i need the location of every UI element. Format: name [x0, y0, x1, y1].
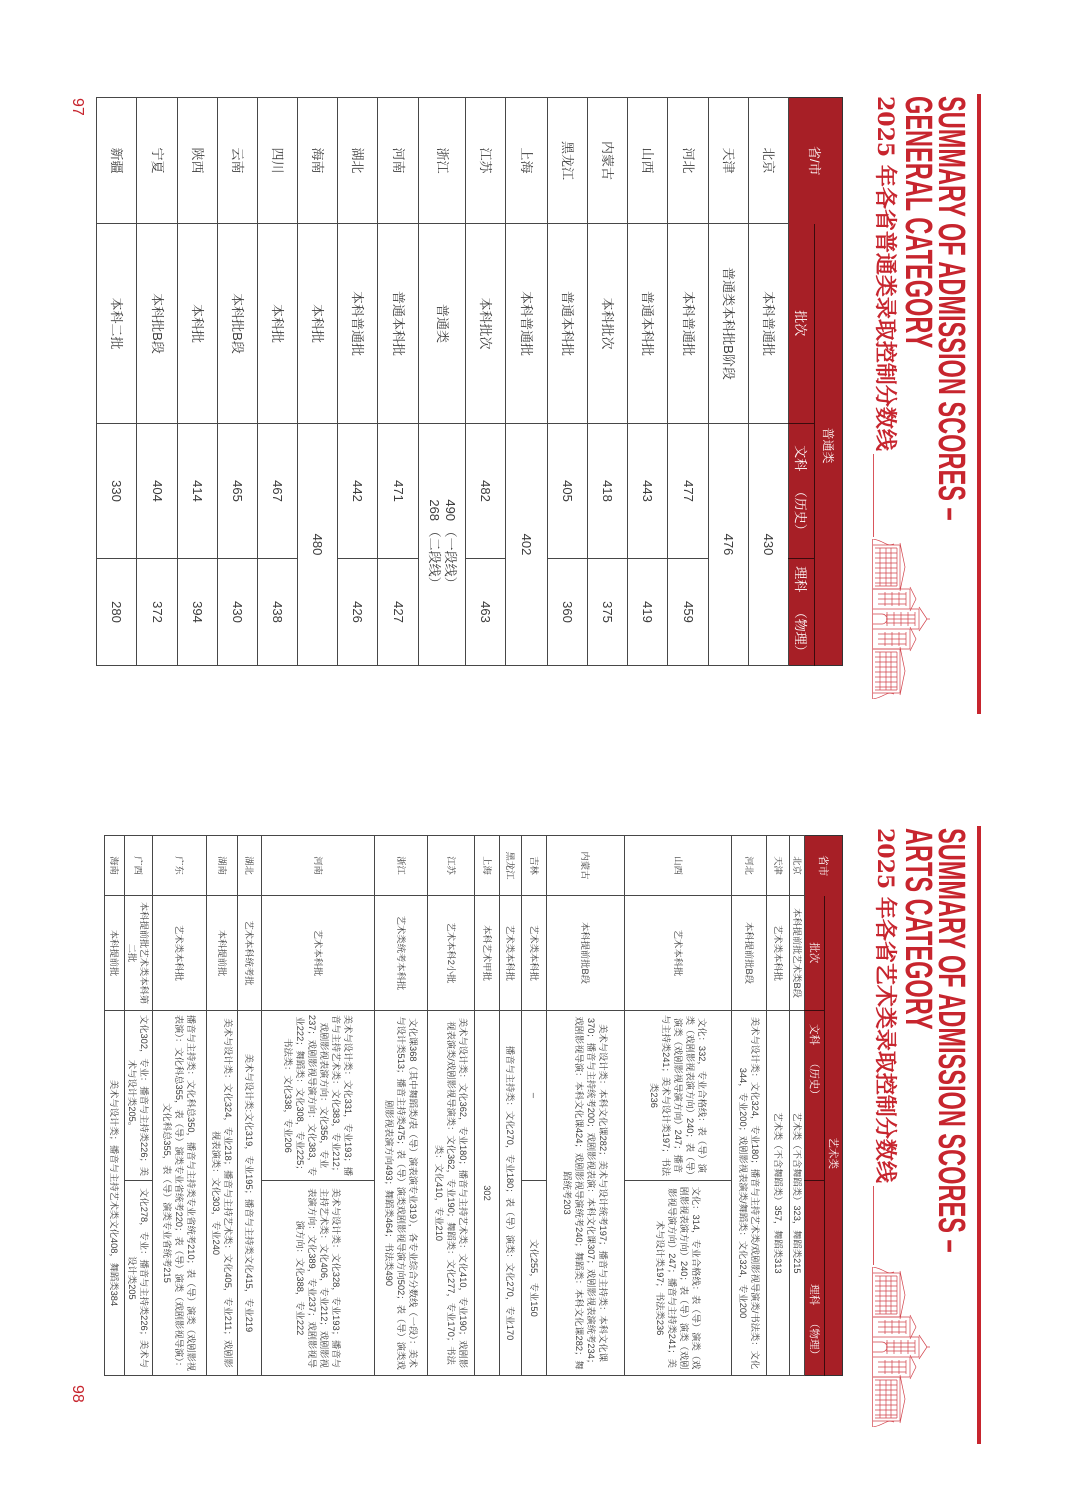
header-liberal: 文科 （历史）	[805, 1011, 825, 1181]
province-cell: 浙江	[419, 98, 466, 224]
batch-cell: 本科批B段	[137, 224, 178, 424]
combined-score-cell: 播音与主持类：文化科总350，播音与主持类专业省统考210；表（导）演类（戏剧影视表演）：文化科总355，表（导）演类专业省统考220；表（导）演类（戏剧影视导演）：文化科总355，表（导）演类专业省统考215	[153, 1011, 207, 1376]
province-cell: 河南	[262, 836, 375, 896]
batch-cell: 艺术本科批	[262, 896, 375, 1011]
batch-cell: 艺术本科统考批	[238, 896, 262, 1011]
table-row	[153, 836, 207, 1376]
header-blank	[825, 896, 843, 1011]
combined-score-cell: 艺术类（不含舞蹈类）357，舞蹈类313	[767, 1011, 790, 1376]
province-cell: 内蒙古	[547, 836, 625, 896]
title-cn-row	[872, 96, 898, 537]
batch-cell: 艺术类本科批	[522, 896, 547, 1011]
batch-cell: 本科普通批	[338, 224, 378, 424]
batch-cell: 本科批	[258, 224, 298, 424]
liberal-score-cell: 414	[178, 424, 218, 559]
title-en-line2: GENERAL CATEGORY	[897, 96, 939, 349]
combined-score-cell: 美术与设计类：文化362，专业180；播音与主持艺术类：文化410，专业190；戏剧影视表演类/戏剧影视导演类：文化362，专业190；舞蹈类：文化277，专业170；书法类：文化410，专业210	[428, 1011, 475, 1376]
province-cell: 云南	[218, 98, 258, 224]
batch-cell: 本科提前批艺术类B段	[790, 896, 805, 1011]
batch-cell: 普通本科批	[628, 224, 668, 424]
batch-cell: 本科批B段	[218, 224, 258, 424]
liberal-score-cell: 443	[628, 424, 668, 559]
combined-score-cell: 美术与设计类：本科文化课282；美术与设计统考197；播音与主持类：本科文化课370；播音与主持统考200；戏剧影视表演：本科文化课307；戏剧影视表演统考234；戏剧影视导演：本科文化课424；戏剧影视导演统考240；舞蹈类：本科文化课282；舞蹈统考203	[547, 1011, 625, 1376]
table-row	[298, 98, 338, 666]
science-score-cell: 438	[258, 559, 298, 666]
combined-score-cell: 播音与主持类：文化270，专业180；表（导）演类：文化270，专业170	[500, 1011, 522, 1376]
building-illustration-icon	[872, 539, 930, 699]
batch-cell: 艺术类本科批	[767, 896, 790, 1011]
batch-cell: 本科提前批	[207, 896, 238, 1011]
province-cell: 河北	[668, 98, 709, 224]
combined-score-cell: 430	[749, 424, 789, 666]
page-number: 97	[69, 98, 86, 116]
table-row	[97, 98, 137, 666]
province-cell: 上海	[475, 836, 500, 896]
province-cell: 四川	[258, 98, 298, 224]
science-score-cell: 394	[178, 559, 218, 666]
title-cn: 2025 年各省普通类录取控制分数线	[872, 96, 898, 451]
combined-score-cell: 美术与设计类：文化324，专业218；播音与主持艺术类：文化405，专业211；戏剧影视表演类：文化303，专业240	[207, 1011, 238, 1376]
table-row	[338, 98, 378, 666]
score-line: 490 （一段线）	[443, 499, 458, 590]
science-score-cell: 427	[378, 559, 419, 666]
score-line: 268 （二段线）	[427, 499, 442, 590]
table-header-row	[825, 836, 843, 1376]
batch-cell: 本科批	[298, 224, 338, 424]
science-score-cell: 375	[588, 559, 628, 666]
batch-cell: 艺术类统考本科批	[375, 896, 428, 1011]
province-cell: 海南	[298, 98, 338, 224]
province-cell: 黑龙江	[548, 98, 588, 224]
table-row	[475, 836, 500, 1376]
table-row	[500, 836, 522, 1376]
batch-cell: 普通本科批	[378, 224, 419, 424]
batch-cell: 本科艺术甲批	[475, 896, 500, 1011]
header-province: 省市	[805, 836, 843, 896]
header-group: 艺术类	[825, 1011, 843, 1376]
science-score-cell: 372	[137, 559, 178, 666]
title-underline	[873, 1186, 874, 1265]
combined-score-cell: 美术与设计类：文化324，专业180；播音与主持艺术类/戏剧影视导演类/书法类：文化344，专业200；戏剧影视表演类/舞蹈类：文化324，专业200	[732, 1011, 767, 1376]
header-liberal: 文科 （历史）	[789, 424, 815, 559]
title-underline	[873, 454, 874, 537]
table-row	[548, 98, 588, 666]
science-score-cell: 文化：314，专业合格线：表（导）演类（戏剧影视表演方向）240；表（导）演类（戏剧影视导演方向）247；播音与主持类241；美术与设计类197；书法类236	[625, 1181, 732, 1376]
batch-cell: 艺术类本科批	[500, 896, 522, 1011]
header-batch: 批次	[789, 224, 815, 424]
table-row	[628, 98, 668, 666]
liberal-score-cell: 471	[378, 424, 419, 559]
science-score-cell: 360	[548, 559, 588, 666]
liberal-score-cell: 482	[466, 424, 506, 559]
combined-score-cell	[419, 424, 466, 666]
table-row	[506, 98, 548, 666]
combined-score-cell: 302	[475, 1011, 500, 1376]
liberal-score-cell: 418	[588, 424, 628, 559]
table-subheader-row	[805, 836, 825, 1376]
title-en-line1: SUMMARY OF ADMISSION SCORES –	[930, 828, 972, 1253]
liberal-score-cell: 文化：332，专业合格线：表（导）演类（戏剧影视表演方向）240；表（导）演类（戏剧影视导演方向）247；播音与主持类241；美术与设计类197；书法类236	[625, 1011, 732, 1181]
table-header-row	[815, 98, 843, 666]
province-cell: 河北	[732, 836, 767, 896]
batch-cell: 本科批次	[588, 224, 628, 424]
batch-cell: 艺术类本科批	[153, 896, 207, 1011]
liberal-score-cell: 477	[668, 424, 709, 559]
province-cell: 湖南	[207, 836, 238, 896]
combined-score-cell: 美术与设计类；播音与主持艺术类文化408，舞蹈类384	[105, 1011, 125, 1376]
batch-cell: 本科普通批	[506, 224, 548, 424]
liberal-score-cell: 467	[258, 424, 298, 559]
province-cell: 湖北	[238, 836, 262, 896]
province-cell: 新疆	[97, 98, 137, 224]
table-row	[466, 98, 506, 666]
science-score-cell: 426	[338, 559, 378, 666]
header-science: 理科 （物理）	[805, 1181, 825, 1376]
batch-cell: 本科普通批	[668, 224, 709, 424]
province-cell: 山西	[625, 836, 732, 896]
batch-cell: 本科提前批艺术类本科第二批	[125, 896, 153, 1011]
page-number: 98	[69, 1385, 86, 1403]
province-cell: 山西	[628, 98, 668, 224]
table-row	[547, 836, 625, 1376]
table-row	[790, 836, 805, 1376]
batch-cell: 本科提前批B段	[547, 896, 625, 1011]
liberal-score-cell: 465	[218, 424, 258, 559]
province-cell: 上海	[506, 98, 548, 224]
page-arts-category	[0, 751, 1080, 1502]
province-cell: 湖北	[338, 98, 378, 224]
table-row	[419, 98, 466, 666]
table-row	[105, 836, 125, 1376]
table-row	[428, 836, 475, 1376]
province-cell: 广西	[125, 836, 153, 896]
table-row	[522, 836, 547, 1376]
province-cell: 广东	[153, 836, 207, 896]
province-cell: 北京	[790, 836, 805, 896]
batch-cell: 本科提前批	[105, 896, 125, 1011]
liberal-score-cell: 文化302，专业：播音与主持类226；美术与设计类205。	[125, 1011, 153, 1181]
title-cn-row	[872, 828, 898, 1265]
table-row	[668, 98, 709, 666]
batch-cell: 本科二批	[97, 224, 137, 424]
table-row	[378, 98, 419, 666]
liberal-score-cell: 405	[548, 424, 588, 559]
general-scores-table	[96, 97, 843, 666]
batch-cell: 本科批	[178, 224, 218, 424]
table-row	[588, 98, 628, 666]
science-score-cell: 文化255，专业150	[522, 1181, 547, 1376]
liberal-score-cell: 404	[137, 424, 178, 559]
province-cell: 河南	[378, 98, 419, 224]
batch-cell: 本科提前批B段	[732, 896, 767, 1011]
table-row	[218, 98, 258, 666]
header-province: 省/市	[789, 98, 843, 224]
province-cell: 浙江	[375, 836, 428, 896]
combined-score-cell: 美术与设计类:文化319，专业195；播音与主持类文化415，专业219	[238, 1011, 262, 1376]
province-cell: 天津	[709, 98, 749, 224]
province-cell: 内蒙古	[588, 98, 628, 224]
science-score-cell: 419	[628, 559, 668, 666]
province-cell: 江苏	[466, 98, 506, 224]
combined-score-cell: 480	[298, 424, 338, 666]
table-row	[207, 836, 238, 1376]
combined-score-cell: 402	[506, 424, 548, 666]
table-row	[238, 836, 262, 1376]
table-row	[137, 98, 178, 666]
table-row	[125, 836, 153, 1376]
province-cell: 宁夏	[137, 98, 178, 224]
building-illustration-icon	[872, 1267, 930, 1427]
province-cell: 北京	[749, 98, 789, 224]
province-cell: 陕西	[178, 98, 218, 224]
header-science: 理科 （物理）	[789, 559, 815, 666]
title-rule	[977, 94, 981, 714]
title-en-line1: SUMMARY OF ADMISSION SCORES –	[930, 96, 972, 521]
title-cn: 2025 年各省艺术类录取控制分数线	[872, 828, 898, 1183]
table-row	[262, 836, 375, 1376]
batch-cell: 普通类本科批B阶段	[709, 224, 749, 424]
science-score-cell: 280	[97, 559, 137, 666]
province-cell: 吉林	[522, 836, 547, 896]
header-blank	[815, 224, 843, 424]
province-cell: 天津	[767, 836, 790, 896]
liberal-score-cell: 美术与设计类：文化331，专业193；播音与主持艺术类：文化383，专业212；戏剧影视表演方向：文化356，专业237；戏剧影视导演方向：文化383，专业222；舞蹈类：文化308，专业225；书法类：文化338，专业206	[262, 1011, 375, 1181]
table-row	[749, 98, 789, 666]
arts-scores-table	[104, 835, 843, 1376]
table-row	[732, 836, 767, 1376]
table-row	[375, 836, 428, 1376]
table-row	[709, 98, 749, 666]
combined-score-cell: 艺术类（不含舞蹈类）323，舞蹈类215	[790, 1011, 805, 1376]
batch-cell: 艺术本科批	[625, 896, 732, 1011]
liberal-score-cell: –	[522, 1011, 547, 1181]
province-cell: 海南	[105, 836, 125, 896]
table-row	[625, 836, 732, 1376]
batch-cell: 艺术本科2小批	[428, 896, 475, 1011]
table-row	[767, 836, 790, 1376]
combined-score-cell: 476	[709, 424, 749, 666]
science-score-cell: 美术与设计类：文化328，专业193；播音与主持艺术类：文化406，专业212；戏剧影视表演方向：文化389，专业237；戏剧影视导演方向：文化388，专业222	[262, 1181, 375, 1376]
header-batch: 批次	[805, 896, 825, 1011]
science-score-cell: 463	[466, 559, 506, 666]
science-score-cell: 430	[218, 559, 258, 666]
combined-score-cell: 文化课368（其中舞蹈类/表（导）演表演专业319），各专业综合分数线（一段）：美术与设计类513；播音主持类475；表（导）演类戏剧影视导演方向502；表（导）演类戏剧影视表演方向493；舞蹈类464；书法类490	[375, 1011, 428, 1376]
batch-cell: 普通类	[419, 224, 466, 424]
header-group: 普通类	[815, 424, 843, 666]
province-cell: 江苏	[428, 836, 475, 896]
batch-cell: 普通本科批	[548, 224, 588, 424]
liberal-score-cell: 330	[97, 424, 137, 559]
batch-cell: 本科批次	[466, 224, 506, 424]
table-row	[178, 98, 218, 666]
table-row	[258, 98, 298, 666]
science-score-cell: 文化278，专业：播音与主持类226；美术与设计类205	[125, 1181, 153, 1376]
title-rule	[977, 826, 981, 1444]
province-cell: 黑龙江	[500, 836, 522, 896]
title-en-line2: ARTS CATEGORY	[897, 828, 939, 1030]
batch-cell: 本科普通批	[749, 224, 789, 424]
liberal-score-cell: 442	[338, 424, 378, 559]
science-score-cell: 459	[668, 559, 709, 666]
